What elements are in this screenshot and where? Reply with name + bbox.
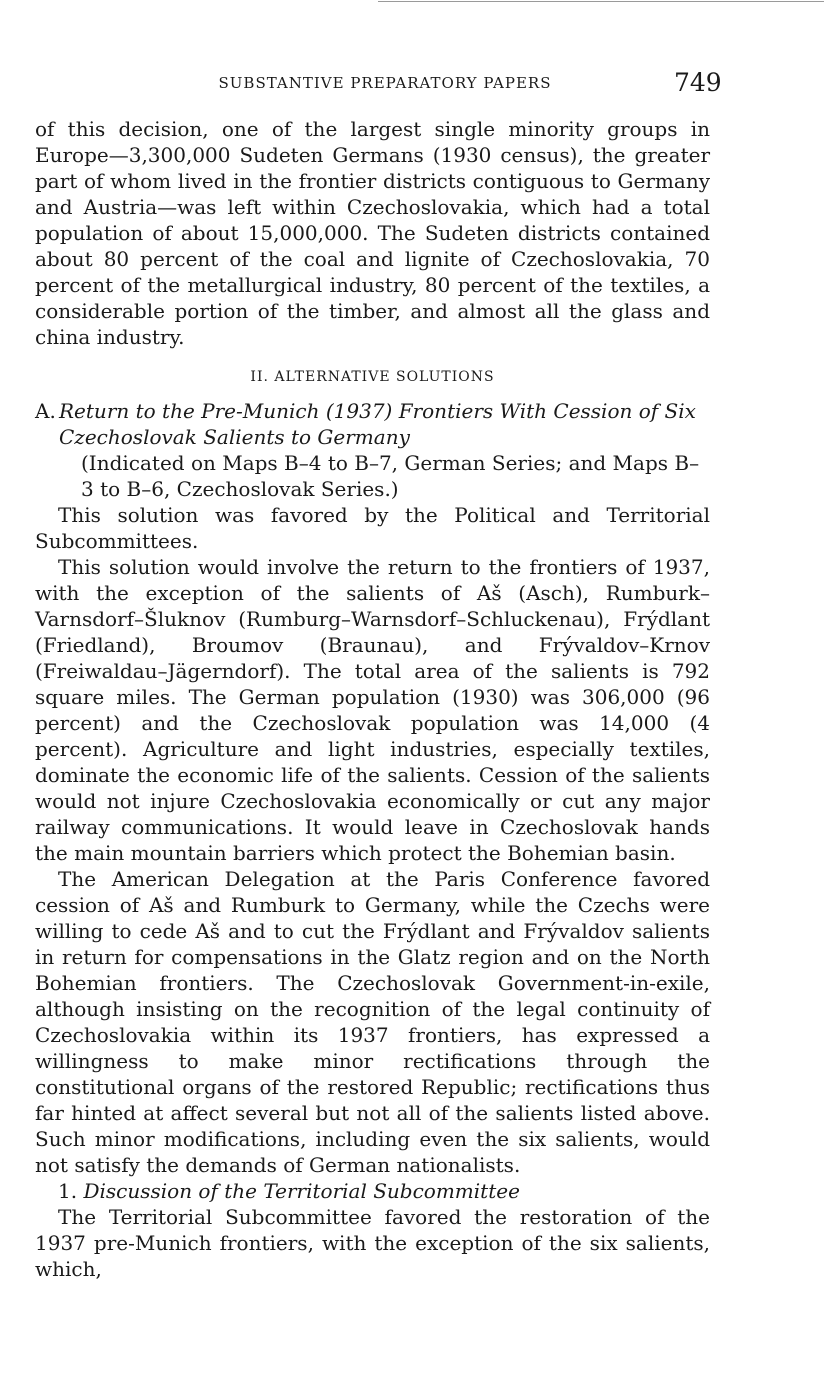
discussion-title: Discussion of the Territorial Subcommittee [83,1179,520,1203]
paragraph-territorial-subcommittee: The Territorial Subcommittee favored the restoration of the 1937 pre-Munich frontiers, with the exception of the six salients, which, [35,1205,710,1281]
section-heading: II. ALTERNATIVE SOLUTIONS [250,369,495,385]
paragraph-continuation: of this decision, one of the largest single minority groups in Europe—3,300,000 Sudeten Germans (1930 census), the greater part of whom lived in the frontier districts contiguous to Germany and Austria—was left within Czechoslovakia, which had a total population of about 15,000,000. The Sudeten districts contained about 80 percent of the coal and lignite of Czechoslovakia, 70 percent of the metallurgical industry, 80 percent of the textiles, a considerable portion of the timber, and almost all the glass and china industry. [35,117,710,349]
maps-note: (Indicated on Maps B–4 to B–7, German Series; and Maps B–3 to B–6, Czechoslovak Series.) [81,451,700,501]
discussion-number: 1. [58,1179,84,1203]
top-rule [378,1,824,2]
discussion-heading [35,1178,710,1204]
page-body [35,116,710,1282]
page-number: 749 [674,68,722,97]
paragraph-salients: This solution would involve the return to the frontiers of 1937, with the exception of the salients of Aš (Asch), Rumburk–Varnsdorf–Šluknov (Rumburg–Warnsdorf–Schluckenau), Frýdlant (Friedland), Broumov (Braunau), and Frývaldov–Krnov (Freiwaldau–Jägerndorf). The total area of the salients is 792 square miles. The German population (1930) was 306,000 (96 percent) and the Czechoslovak population was 14,000 (4 percent). Agriculture and light industries, especially textiles, dominate the economic life of the salients. Cession of the salients would not injure Czechoslovakia economically or cut any major railway communications. It would leave in Czechoslovak hands the main mountain barriers which protect the Bohemian basin. [35,555,710,865]
running-head: SUBSTANTIVE PREPARATORY PAPERS [218,74,552,92]
page-header [0,64,824,104]
subsection-label: A. [35,399,56,423]
subsection-title: Return to the Pre-Munich (1937) Frontiers With Cession of Six Czechoslovak Salients to Germany [59,399,696,449]
paragraph-american-delegation: The American Delegation at the Paris Conference favored cession of Aš and Rumburk to Germany, while the Czechs were willing to cede Aš and to cut the Frýdlant and Frývaldov salients in return for compensations in the Glatz region and on the North Bohemian frontiers. The Czechoslovak Government-in-exile, although insisting on the recognition of the legal continuity of Czechoslovakia within its 1937 frontiers, has expressed a willingness to make minor rectifications through the constitutional organs of the restored Republic; rectifications thus far hinted at affect several but not all of the salients listed above. Such minor modifications, including even the six salients, would not satisfy the demands of German nationalists. [35,867,710,1177]
paragraph-favored: This solution was favored by the Political and Territorial Subcommittees. [35,503,710,553]
subsection-heading [35,398,710,450]
